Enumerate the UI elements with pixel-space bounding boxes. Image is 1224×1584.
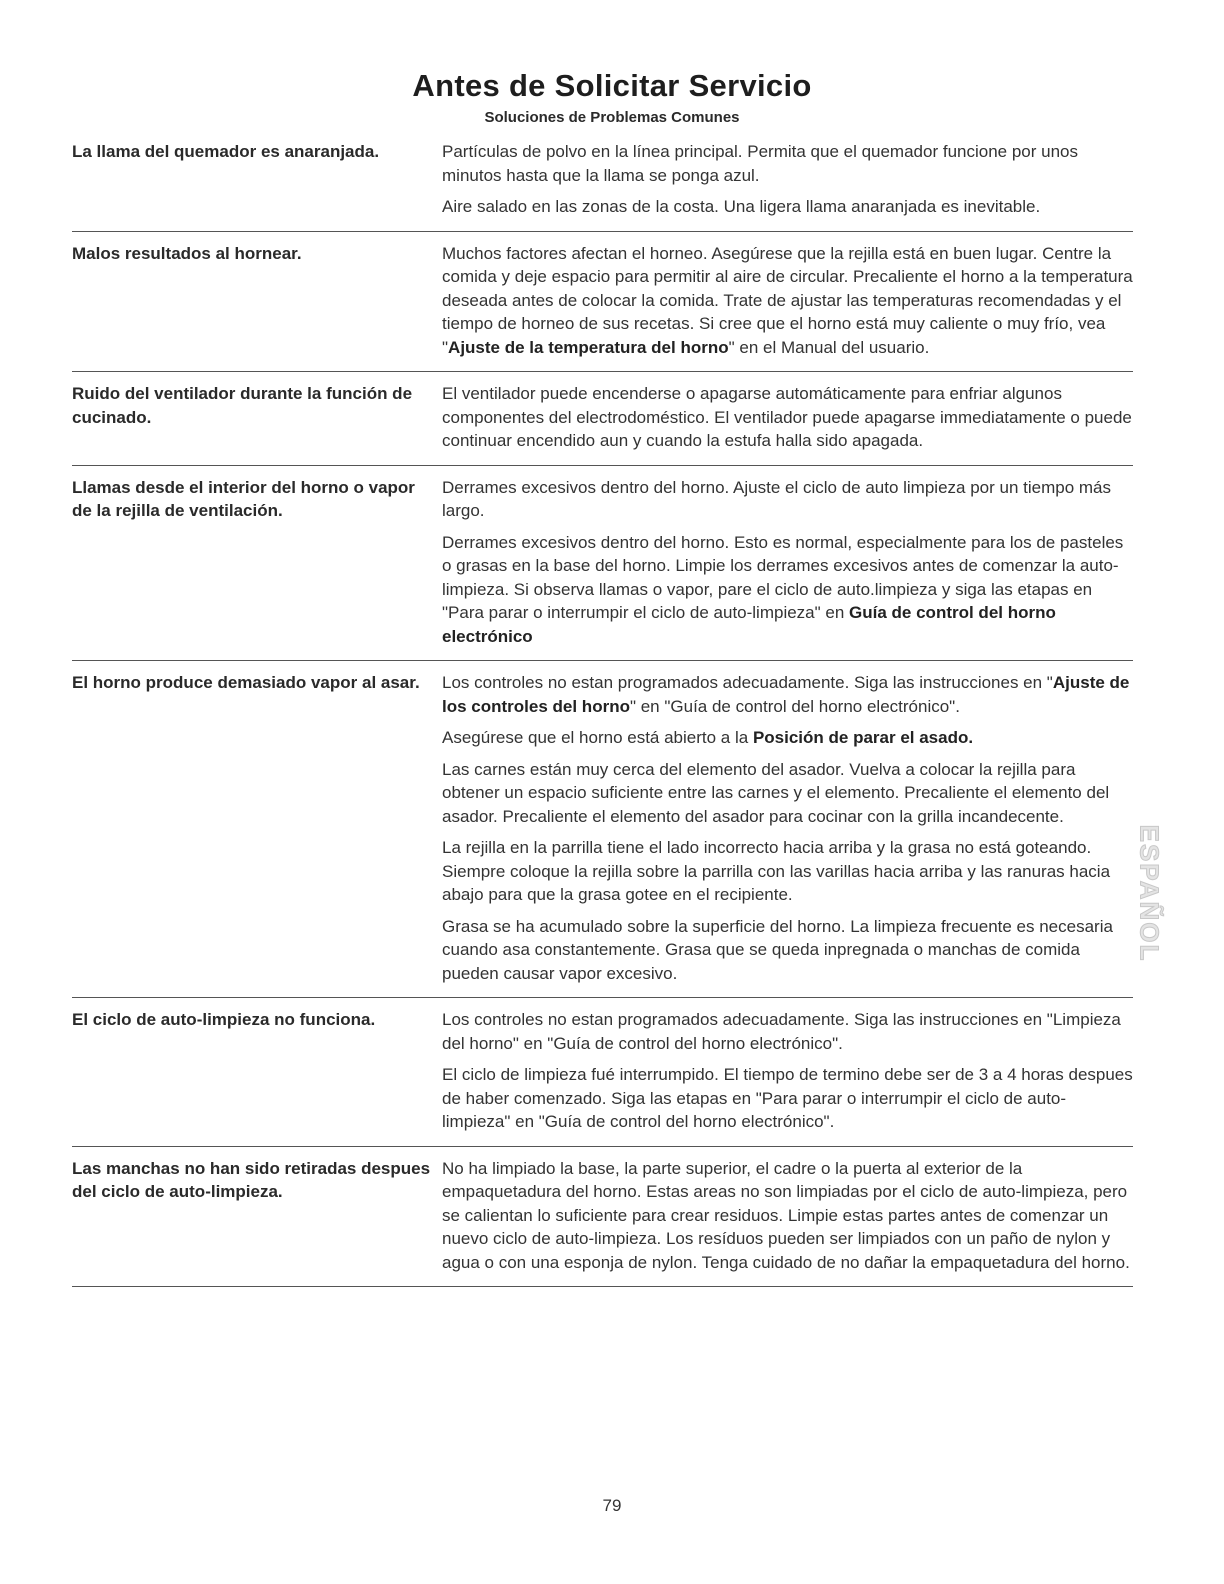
problem-cell: Ruido del ventilador durante la función de cucinado.	[72, 384, 413, 427]
solution-paragraph	[442, 476, 1133, 523]
solution-reference: Ajuste de los controles del horno	[442, 673, 1130, 716]
solution-paragraph	[442, 1008, 1133, 1055]
problem-cell: El horno produce demasiado vapor al asar.	[72, 673, 420, 692]
solution-reference: Ajuste de la temperatura del horno	[448, 337, 729, 357]
problem-cell: Las manchas no han sido retiradas despues del ciclo de auto-limpieza.	[72, 1158, 431, 1201]
solution-text: " en el Manual del usuario.	[728, 337, 930, 357]
solution-paragraph	[442, 1063, 1133, 1134]
problem-cell: El ciclo de auto-limpieza no funciona.	[72, 1010, 376, 1029]
page-number: 79	[602, 1496, 622, 1515]
table-row	[72, 382, 1133, 466]
solution-text: Derrames excesivos dentro del horno. Esto es normal, especialmente para los de pasteles o grasas en la base del horno. Limpie los derrames excesivos antes de comenzar la auto-limpieza. Si observa llamas o vapor, pare el ciclo de auto.limpieza y siga las etapas en "Para parar o interrumpir el ciclo de auto-limpieza" en	[442, 532, 1124, 622]
problem-cell: Malos resultados al hornear.	[72, 243, 302, 263]
table-row	[72, 476, 1133, 662]
solutions-cell	[442, 671, 1133, 985]
solutions-cell	[442, 382, 1133, 453]
language-side-tab	[1134, 808, 1165, 978]
table-row	[72, 140, 1133, 232]
solution-text: Aire salado en las zonas de la costa. Una ligera llama anaranjada es inevitable.	[442, 197, 1041, 216]
solution-paragraph	[442, 195, 1133, 219]
solution-text: Derrames excesivos dentro del horno. Ajuste el ciclo de auto limpieza por un tiempo más largo.	[442, 477, 1112, 520]
solution-paragraph	[442, 671, 1133, 718]
solution-text: " en "Guía de control del horno electrónico".	[629, 696, 960, 716]
table-row	[72, 1157, 1133, 1288]
solution-reference: Guía de control del horno electrónico	[442, 603, 1056, 646]
problem-cell: La llama del quemador es anaranjada.	[72, 142, 380, 161]
solution-text: El ciclo de limpieza fué interrumpido. El tiempo de termino debe ser de 3 a 4 horas despues de haber comenzado. Siga las etapas en "Para parar o interrumpir el ciclo de auto-limpieza" en "Guía de control del horno electrónico".	[442, 1065, 1133, 1131]
solution-paragraph	[442, 531, 1133, 649]
solution-text: No ha limpiado la base, la parte superior, el cadre o la puerta al exterior de la empaquetadura del horno. Estas areas no son limpiadas por el ciclo de auto-limpieza, pero se calientan lo suficiente para crear residuos. Limpie estas partes antes de comenzar un nuevo ciclo de auto-limpieza. Los resíduos pueden ser limpiados con un paño de nylon y agua o con una esponja de nylon. Tenga cuidado de no dañar la empaquetadura del horno.	[442, 1158, 1130, 1272]
page-subtitle: Soluciones de Problemas Comunes	[484, 109, 740, 126]
page-title: Antes de Solicitar Servicio	[412, 68, 812, 103]
solution-paragraph	[442, 140, 1133, 187]
language-side-tab-label: ESPAÑOL	[1134, 824, 1165, 962]
solution-paragraph	[442, 242, 1133, 360]
solution-paragraph	[442, 726, 1133, 750]
solution-paragraph	[442, 382, 1133, 453]
solution-text: Las carnes están muy cerca del elemento del asador. Vuelva a colocar la rejilla para obtener un espacio suficiente entre las carnes y el elemento. Precaliente el elemento del asador. Precaliente el elemento del asador para cocinar con la grilla incandecente.	[442, 759, 1110, 826]
solution-text: La rejilla en la parrilla tiene el lado incorrecto hacia arriba y la grasa no está goteando. Siempre coloque la rejilla sobre la parrilla con las varillas hacia arriba y las ranuras hacia abajo para que la grasa gotee en el recipiente.	[442, 838, 1111, 904]
solution-text: El ventilador puede encenderse o apagarse automáticamente para enfriar algunos componentes del electrodoméstico. El ventilador puede apagarse immediatamente o puede continuar encendido aun y cuando la estufa halla sido apagada.	[442, 384, 1132, 450]
solutions-cell	[442, 476, 1133, 649]
solutions-cell	[442, 242, 1133, 360]
problem-cell: Llamas desde el interior del horno o vapor de la rejilla de ventilación.	[72, 477, 415, 520]
solution-text: Grasa se ha acumulado sobre la superficie del horno. La limpieza frecuente es necesaria cuando asa constantemente. Grasa que se queda inpregnada o manchas de comida pueden causar vapor excesivo.	[442, 916, 1113, 983]
solution-text: Partículas de polvo en la línea principal. Permita que el quemador funcione por unos minutos hasta que la llama se ponga azul.	[442, 142, 1078, 185]
solution-reference: Posición de parar el asado.	[752, 728, 974, 747]
table-row	[72, 671, 1133, 998]
solution-paragraph	[442, 836, 1133, 907]
solution-text: Asegúrese que el horno está abierto a la	[442, 728, 753, 747]
table-row	[72, 242, 1133, 373]
solution-paragraph	[442, 915, 1133, 986]
solution-paragraph	[442, 1157, 1133, 1275]
solutions-cell	[442, 1008, 1133, 1134]
solutions-cell	[442, 1157, 1133, 1275]
table-row	[72, 1008, 1133, 1147]
solution-paragraph	[442, 758, 1133, 829]
solution-text: Los controles no estan programados adecuadamente. Siga las instrucciones en "Limpieza del horno" en "Guía de control del horno electrónico".	[442, 1010, 1121, 1053]
troubleshooting-table	[72, 140, 1133, 1297]
solution-text: Muchos factores afectan el horneo. Asegúrese que la rejilla está en buen lugar. Centre la comida y deje espacio para permitir al aire de circular. Precaliente el horno a la temperatura deseada antes de colocar la comida. Trate de ajustar las temperaturas recomendadas y el tiempo de horneo de sus recetas. Si cree que el horno está muy caliente o muy frío, vea "	[442, 243, 1133, 357]
solutions-cell	[442, 140, 1133, 219]
solution-text: Los controles no estan programados adecuadamente. Siga las instrucciones en "	[442, 673, 1053, 692]
